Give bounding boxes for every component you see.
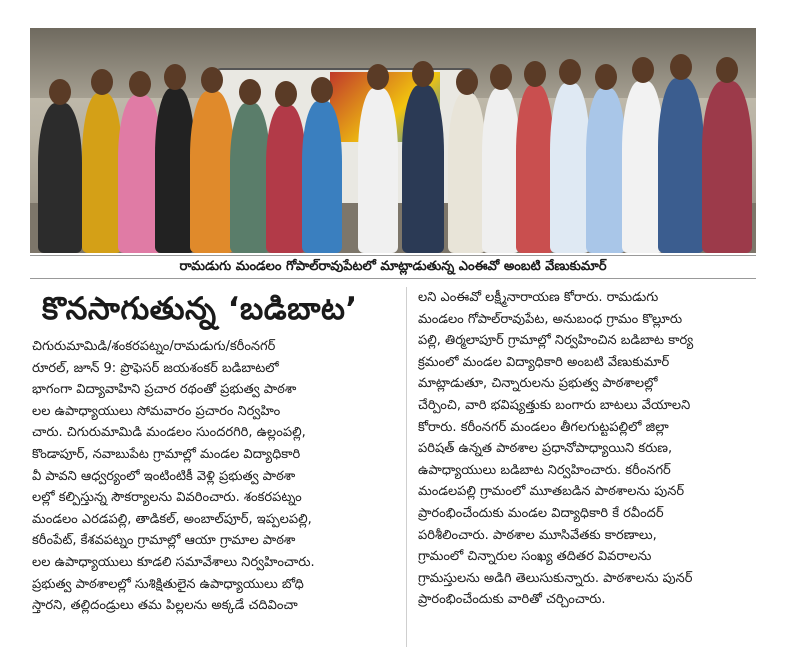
photo-person — [190, 91, 234, 253]
article-line: మండలపల్లి గ్రామంలో మూతబడిన పాఠశాలను పునర్ — [418, 484, 685, 500]
article-line: గ్రామస్తులను అడిగి తెలుసుకున్నారు. పాఠశాలను పునర్ — [418, 570, 693, 586]
article-line: చేర్పించి, వారి భవిష్యత్తుకు బంగారు బాటలు వేయాలని — [418, 397, 691, 413]
photo-person — [82, 93, 122, 253]
article-line: మండలం ఎరడపల్లి, తాడికల్, అంబాల్‌పూర్, ఇప్పలపల్లి, — [32, 511, 312, 527]
article-line: పరిషత్ ఉన్నత పాఠశాల ప్రధానోపాధ్యాయిని కరుణ, — [418, 441, 673, 457]
article-line: చారు. చిగురుమామిడి మండలం సుందరగిరి, ఉల్లంపల్లి, — [32, 425, 306, 441]
photo-caption: రామడుగు మండలం గోపాల్‌రావుపేటలో మాట్లాడుతున్న ఎంఈవో అంబటి వేణుకుమార్ — [30, 255, 756, 279]
photo-person — [448, 93, 486, 253]
article-line: ప్రారంభించేందుకు వారితో చర్చించారు. — [418, 592, 606, 608]
article-line: ప్రారంభించేందుకు మండల విద్యాధికారి కే రవీందర్ — [418, 505, 664, 521]
article-column-right — [418, 287, 756, 611]
article-line: ఉపాధ్యాయులు బడిబాట నిర్వహించారు. కరీంనగర్ — [418, 462, 671, 478]
photo-person — [702, 81, 752, 253]
article-line: క్రమంలో మండల విద్యాధికారి అంబటి వేణుకుమార్ — [418, 354, 670, 370]
article-line: గ్రామంలో చిన్నారుల సంఖ్య తదితర వివరాలను — [418, 549, 652, 565]
article-line: లల ఉపాధ్యాయులు కూడలి సమావేశాలు నిర్వహించారు. — [32, 554, 315, 570]
photo-person — [358, 88, 398, 253]
photo-person — [230, 103, 270, 253]
photo-person — [550, 83, 590, 253]
photo-person — [302, 101, 342, 253]
article-line: భాగంగా విద్యావాహిని ప్రచార రథంతో ప్రభుత్వ పాఠశా — [32, 382, 297, 398]
article-headline: కొనసాగుతున్న ‘బడిబాట’ — [42, 291, 358, 327]
article-line: రూరల్, జూన్ 9: ప్రొఫెసర్ జయశంకర్ బడిబాటలో — [32, 360, 279, 376]
article-line: పరిశీలించారు. పాఠశాల మూసివేతకు కారణాలు, — [418, 527, 657, 543]
article-line: మాట్లాడుతూ, చిన్నారులను ప్రభుత్వ పాఠశాలల్లో — [418, 376, 658, 392]
article-line: వీ పావని ఆధ్వర్యంలో ఇంటింటికీ వెళ్లి ప్రభుత్వ పాఠశా — [32, 468, 296, 484]
article-column-left — [32, 336, 397, 617]
article-line: మండలం గోపాల్‌రావుపేట, అనుబంధ గ్రామం కొల్లూరు — [418, 311, 683, 327]
article-line: కరీంపేట్, కేశవపట్నం గ్రామాల్లో ఆయా గ్రామాల పాఠశా — [32, 533, 296, 549]
article-line: లల ఉపాధ్యాయులు సోమవారం ప్రచారం నిర్వహిం — [32, 403, 281, 419]
photo-person — [516, 85, 554, 253]
article-line: చిగురుమామిడి/శంకరపట్నం/రామడుగు/కరీంనగర్ — [32, 339, 276, 354]
photo-person — [402, 85, 444, 253]
article-line: స్తారని, తల్లిదండ్రులు తమ పిల్లలను అక్కడే చదివించా — [32, 598, 298, 614]
article-line: పల్లి, తిర్మలాపూర్ గ్రామాల్లో నిర్వహించిన బడిబాట కార్య — [418, 333, 694, 349]
photo-person — [482, 88, 520, 253]
photo-person — [658, 78, 704, 253]
photo-person — [586, 88, 626, 253]
photo-person — [155, 88, 195, 253]
article-line: లని ఎంఈవో లక్ష్మీనారాయణ కోరారు. రామడుగు — [418, 290, 659, 305]
column-divider — [406, 287, 407, 647]
article-line: కొండాపూర్, నవాబుపేట గ్రామాల్లో మండల విద్యాధికారి — [32, 446, 301, 462]
article-line: కోరారు. కరీంనగర్ మండలం తీగలగుట్టపల్లిలో జిల్లా — [418, 419, 669, 435]
article-line: ప్రభుత్వ పాఠశాలల్లో సుశిక్షితులైన ఉపాధ్యాయులు బోధి — [32, 576, 304, 592]
news-photo — [30, 28, 756, 253]
photo-person — [266, 105, 306, 253]
photo-person — [38, 103, 82, 253]
article-line: లల్లో కల్పిస్తున్న సౌకర్యాలను వివరించారు. శంకరపట్నం — [32, 490, 302, 506]
